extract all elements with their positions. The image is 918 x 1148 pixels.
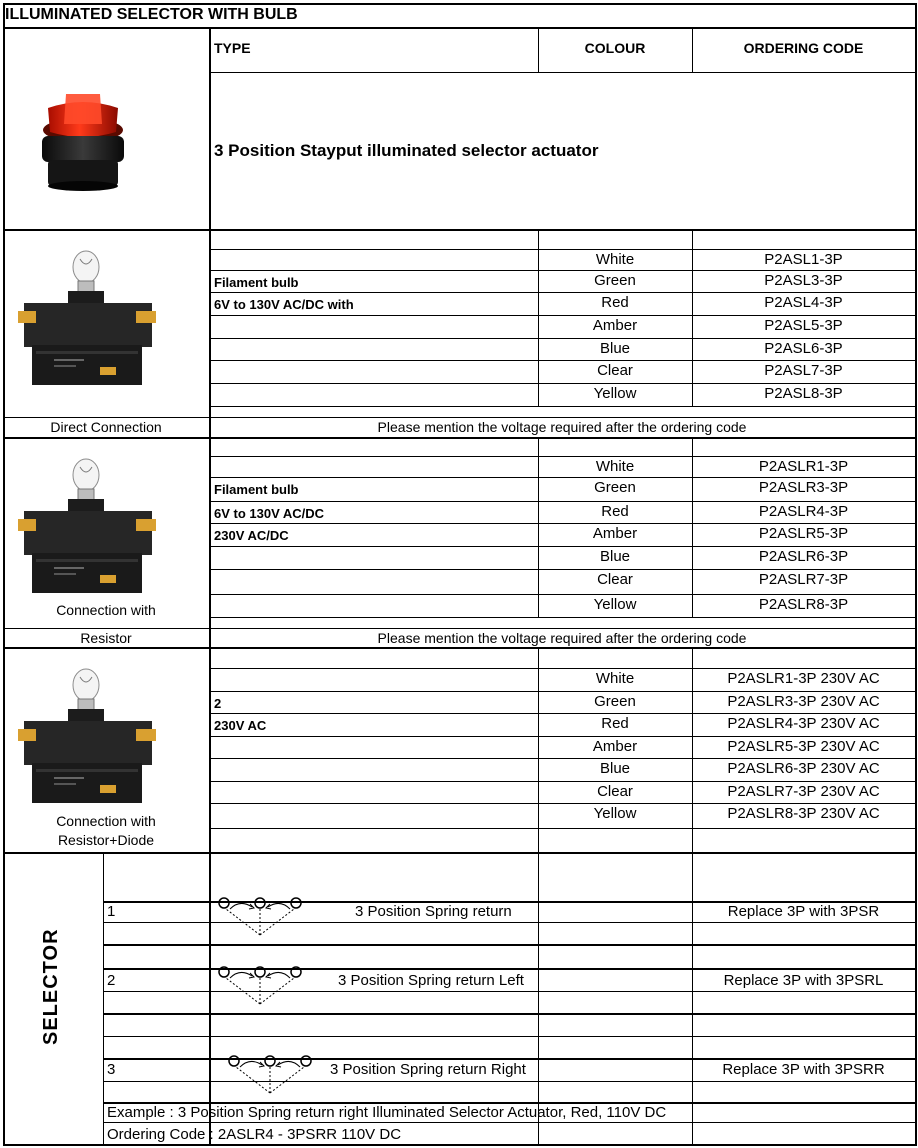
row-line bbox=[209, 523, 916, 524]
ordering-code: P2ASLR6-3P 230V AC bbox=[727, 760, 880, 777]
section-bottom-line bbox=[3, 437, 917, 439]
spring-return-icon bbox=[214, 964, 314, 1008]
colour-amber: Amber bbox=[592, 317, 638, 334]
selector-label-col bbox=[103, 852, 104, 1144]
option-frame bbox=[103, 944, 917, 946]
divider-colour-col bbox=[538, 852, 539, 1144]
option-number: 2 bbox=[107, 972, 116, 989]
ordering-code: P2ASLR8-3P 230V AC bbox=[727, 805, 880, 822]
option-number: 3 bbox=[107, 1061, 116, 1078]
colour-yellow: Yellow bbox=[593, 385, 637, 402]
row-line bbox=[209, 292, 916, 293]
type-line: 6V to 130V AC/DC bbox=[214, 506, 325, 521]
type-line: 230V AC/DC bbox=[214, 528, 289, 543]
colour-blue: Blue bbox=[599, 760, 631, 777]
divider-type-col bbox=[209, 27, 211, 1144]
row-line bbox=[103, 1122, 916, 1123]
row-line bbox=[209, 758, 916, 759]
spring-return-icon bbox=[214, 895, 314, 939]
bulb-contact-block-image bbox=[14, 453, 164, 603]
voltage-note: Please mention the voltage required after the ordering code bbox=[377, 419, 747, 435]
colour-clear: Clear bbox=[597, 362, 633, 379]
replace-instruction: Replace 3P with 3PSR bbox=[727, 903, 880, 920]
row-line bbox=[209, 456, 916, 457]
ordering-code: P2ASLR7-3P 230V AC bbox=[727, 783, 880, 800]
type-line: 230V AC bbox=[214, 718, 267, 733]
ordering-code: P2ASL5-3P bbox=[764, 317, 843, 334]
colour-red: Red bbox=[601, 715, 629, 732]
colour-red: Red bbox=[601, 503, 629, 520]
table-border-left bbox=[3, 3, 5, 1145]
type-line: 2 bbox=[214, 696, 222, 711]
ordering-code: P2ASLR5-3P bbox=[758, 525, 849, 542]
row-line bbox=[209, 270, 916, 271]
divider-colour-col bbox=[538, 828, 539, 852]
ordering-example: Ordering Code : 2ASLR4 - 3PSRR 110V DC bbox=[107, 1126, 402, 1143]
row-line bbox=[209, 594, 916, 595]
title-underline bbox=[3, 27, 917, 29]
row-line bbox=[209, 546, 916, 547]
colour-amber: Amber bbox=[592, 525, 638, 542]
row-line bbox=[209, 501, 916, 502]
colour-red: Red bbox=[601, 294, 629, 311]
section-label: Direct Connection bbox=[50, 419, 162, 435]
table-border-top bbox=[3, 3, 917, 5]
colour-green: Green bbox=[594, 479, 636, 496]
ordering-code: P2ASL7-3P bbox=[764, 362, 843, 379]
row-line bbox=[209, 713, 916, 714]
row-line bbox=[209, 249, 916, 250]
row-line bbox=[209, 477, 916, 478]
replace-instruction: Replace 3P with 3PSRL bbox=[723, 972, 884, 989]
ordering-code: P2ASLR3-3P 230V AC bbox=[727, 693, 880, 710]
row-line bbox=[209, 691, 916, 692]
divider-code-col bbox=[692, 852, 693, 1144]
option-description: 3 Position Spring return Left bbox=[338, 972, 524, 989]
header-type: TYPE bbox=[214, 40, 251, 56]
section-label-2: Resistor+Diode bbox=[57, 832, 155, 848]
colour-green: Green bbox=[594, 272, 636, 289]
section-label-2: Resistor bbox=[80, 630, 132, 646]
row-line bbox=[209, 569, 916, 570]
ordering-code: P2ASLR6-3P bbox=[758, 548, 849, 565]
ordering-code: P2ASLR5-3P 230V AC bbox=[727, 738, 880, 755]
ordering-code: P2ASLR1-3P 230V AC bbox=[727, 670, 880, 687]
row-line bbox=[209, 628, 916, 629]
row-line bbox=[209, 338, 916, 339]
selector-actuator-image bbox=[28, 88, 138, 192]
colour-amber: Amber bbox=[592, 738, 638, 755]
ordering-code: P2ASLR1-3P bbox=[758, 458, 849, 475]
option-description: 3 Position Spring return Right bbox=[330, 1061, 526, 1078]
option-description: 3 Position Spring return bbox=[355, 903, 512, 920]
type-line: 6V to 130V AC/DC with bbox=[214, 297, 354, 312]
colour-white: White bbox=[595, 670, 635, 687]
bulb-contact-block-image bbox=[14, 245, 164, 395]
row-line bbox=[209, 803, 916, 804]
option-frame bbox=[103, 1013, 917, 1015]
replace-instruction: Replace 3P with 3PSRR bbox=[722, 1061, 885, 1078]
row-line bbox=[103, 1036, 916, 1037]
ordering-code: P2ASLR4-3P bbox=[758, 503, 849, 520]
section-bottom-line bbox=[3, 647, 917, 649]
colour-yellow: Yellow bbox=[593, 596, 637, 613]
section-label: Connection with bbox=[56, 602, 156, 618]
row-line bbox=[209, 781, 916, 782]
example-text: Example : 3 Position Spring return right Illuminated Selector Actuator, Red, 110V DC bbox=[107, 1104, 667, 1121]
row-line bbox=[209, 617, 916, 618]
ordering-code: P2ASL3-3P bbox=[764, 272, 843, 289]
divider-code-col bbox=[692, 828, 693, 852]
row-line bbox=[209, 406, 916, 407]
page-title: ILLUMINATED SELECTOR WITH BULB bbox=[5, 6, 298, 23]
option-number: 1 bbox=[107, 903, 116, 920]
colour-clear: Clear bbox=[597, 571, 633, 588]
section-bottom-line bbox=[3, 852, 917, 854]
header-code: ORDERING CODE bbox=[743, 40, 864, 56]
voltage-note: Please mention the voltage required after the ordering code bbox=[377, 630, 747, 646]
table-border-bottom bbox=[3, 1144, 917, 1146]
row-line bbox=[209, 736, 916, 737]
colour-clear: Clear bbox=[597, 783, 633, 800]
ordering-code: P2ASL8-3P bbox=[764, 385, 843, 402]
actuator-type: 3 Position Stayput illuminated selector actuator bbox=[214, 141, 599, 160]
spring-return-icon bbox=[224, 1053, 324, 1097]
colour-green: Green bbox=[594, 693, 636, 710]
actuator-bottom-line bbox=[3, 229, 917, 231]
row-line bbox=[209, 383, 916, 384]
selector-label: SELECTOR bbox=[40, 928, 62, 1045]
colour-white: White bbox=[595, 458, 635, 475]
table-border-right bbox=[915, 3, 917, 1145]
ordering-code: P2ASLR8-3P bbox=[758, 596, 849, 613]
section-label: Connection with bbox=[56, 813, 156, 829]
colour-blue: Blue bbox=[599, 340, 631, 357]
row-line bbox=[209, 360, 916, 361]
bulb-contact-block-image bbox=[14, 663, 164, 813]
type-line: Filament bulb bbox=[214, 482, 299, 497]
ordering-code: P2ASLR3-3P bbox=[758, 479, 849, 496]
type-line: Filament bulb bbox=[214, 275, 299, 290]
ordering-code: P2ASL1-3P bbox=[764, 251, 843, 268]
ordering-code: P2ASLR4-3P 230V AC bbox=[727, 715, 880, 732]
ordering-code: P2ASL6-3P bbox=[764, 340, 843, 357]
header-colour: COLOUR bbox=[584, 40, 646, 56]
ordering-code: P2ASLR7-3P bbox=[758, 571, 849, 588]
header-bottom-line bbox=[209, 72, 916, 73]
row-line bbox=[209, 315, 916, 316]
row-line bbox=[209, 828, 916, 829]
colour-yellow: Yellow bbox=[593, 805, 637, 822]
row-line bbox=[209, 668, 916, 669]
ordering-code: P2ASL4-3P bbox=[764, 294, 843, 311]
colour-white: White bbox=[595, 251, 635, 268]
colour-blue: Blue bbox=[599, 548, 631, 565]
